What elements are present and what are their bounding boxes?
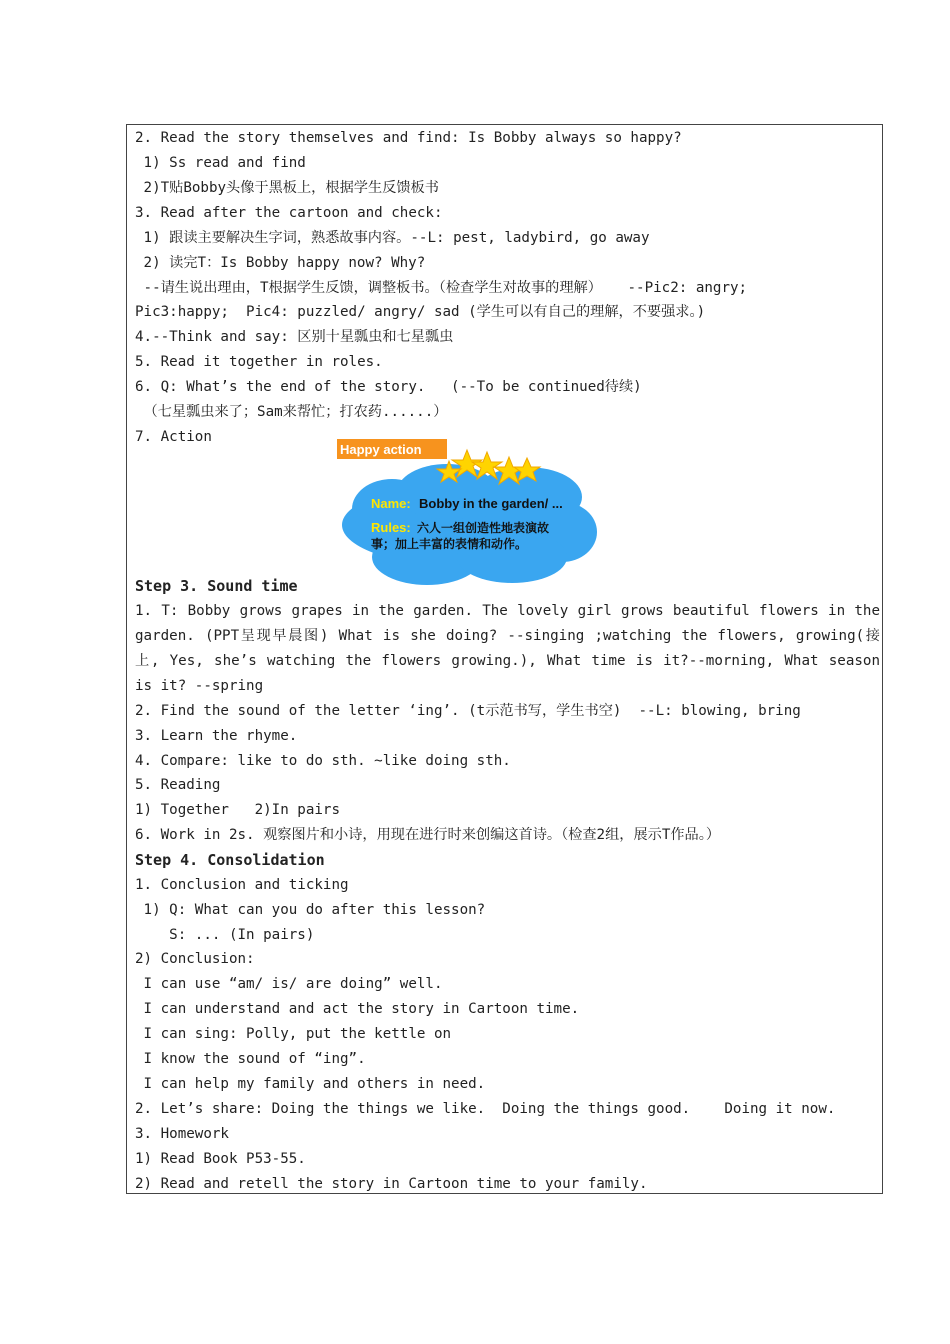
- text-line: 2) Read and retell the story in Cartoon time to your family.: [135, 1176, 648, 1192]
- text-line: S: ... (In pairs): [135, 927, 315, 943]
- text-line: 2)T贴Bobby头像于黑板上，根据学生反馈板书: [135, 180, 439, 196]
- rules-text-line-2: 事；加上丰富的表情和动作。: [371, 537, 528, 551]
- text-line: 1) 跟读主要解决生字词，熟悉故事内容。--L: pest, ladybird, go away: [135, 230, 650, 246]
- text-line: 7. Action: [135, 429, 212, 445]
- text-line: I can use “am/ is/ are doing” well.: [135, 976, 443, 992]
- text-line: 1) Ss read and find: [135, 155, 306, 171]
- text-line: （七星瓢虫来了；Sam来帮忙；打农药......）: [135, 404, 448, 420]
- text-line: 6. Work in 2s. 观察图片和小诗，用现在进行时来创编这首诗。（检查2组，展示T作品。）: [135, 827, 721, 843]
- text-line: 6. Q: What’s the end of the story. (--To be continued待续): [135, 379, 642, 395]
- text-line: 2. Let’s share: Doing the things we like. Doing the things good. Doing it now.: [135, 1101, 836, 1117]
- text-line: 5. Reading: [135, 777, 221, 793]
- text-line: garden. (PPT呈现早晨图) What is she doing? --singing ;watching the flowers, growing(接: [135, 628, 880, 644]
- text-line: 1. T: Bobby grows grapes in the garden. The lovely girl grows beautiful flowers in the: [135, 603, 880, 619]
- text-line: 1) Together 2)In pairs: [135, 802, 340, 818]
- text-line: 上, Yes, she’s watching the flowers growing.), What time is it?--morning, What season: [135, 653, 880, 669]
- text-line: 4. Compare: like to do sth. ~like doing sth.: [135, 753, 511, 769]
- section-heading: Step 3. Sound time: [135, 577, 298, 595]
- text-line: I know the sound of “ing”.: [135, 1051, 366, 1067]
- text-line: 3. Learn the rhyme.: [135, 728, 298, 744]
- rules-label: Rules:: [371, 520, 411, 535]
- text-line: is it? --spring: [135, 678, 264, 694]
- text-line: 3. Homework: [135, 1126, 229, 1142]
- text-line: I can understand and act the story in Cartoon time.: [135, 1001, 580, 1017]
- text-line: 5. Read it together in roles.: [135, 354, 383, 370]
- text-line: 2) Conclusion:: [135, 951, 255, 967]
- name-value: Bobby in the garden/ ...: [419, 496, 563, 511]
- text-line: --请生说出理由，T根据学生反馈，调整板书。（检查学生对故事的理解） --Pic2: angry;: [135, 280, 748, 296]
- banner-tag-text: Happy action: [340, 442, 422, 457]
- text-line: I can sing: Polly, put the kettle on: [135, 1026, 452, 1042]
- text-line: 1) Q: What can you do after this lesson?: [135, 902, 486, 918]
- text-line: 2. Find the sound of the letter ‘ing’. (t示范书写，学生书空) --L: blowing, bring: [135, 703, 801, 719]
- text-line: 2) 读完T：Is Bobby happy now? Why?: [135, 255, 426, 271]
- text-line: 1) Read Book P53-55.: [135, 1151, 306, 1167]
- text-line: 3. Read after the cartoon and check:: [135, 205, 443, 221]
- section-heading: Step 4. Consolidation: [135, 851, 325, 869]
- text-line: I can help my family and others in need.: [135, 1076, 486, 1092]
- text-line: Pic3:happy; Pic4: puzzled/ angry/ sad (学生可以有自己的理解，不要强求。): [135, 304, 706, 320]
- text-line: 4.--Think and say: 区别十星瓢虫和七星瓢虫: [135, 329, 454, 345]
- text-line: 1. Conclusion and ticking: [135, 877, 349, 893]
- happy-action-banner: [337, 437, 597, 587]
- rules-text-line-1: 六人一组创造性地表演故: [417, 521, 550, 535]
- name-label: Name:: [371, 496, 411, 511]
- text-line: 2. Read the story themselves and find: Is Bobby always so happy?: [135, 130, 682, 146]
